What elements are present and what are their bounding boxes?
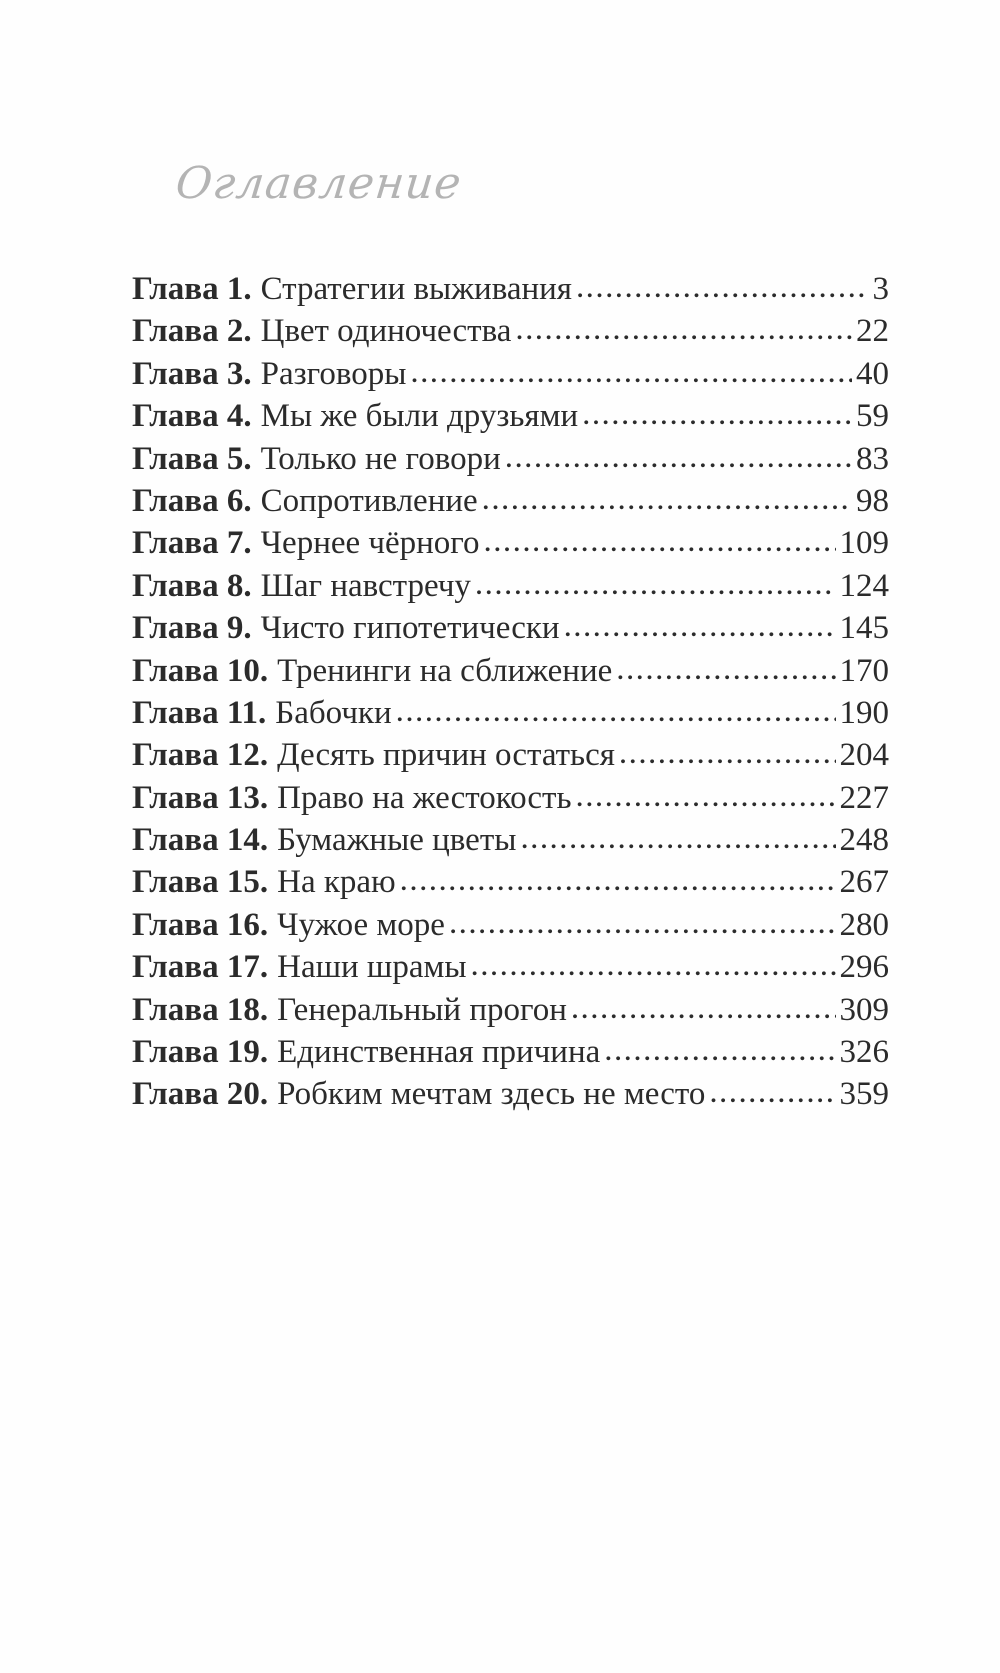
chapter-title: Стратегии выживания [260, 271, 572, 307]
dot-leader [400, 859, 836, 899]
toc-entry-8 [132, 565, 889, 607]
chapter-number: Глава 17. [132, 949, 269, 986]
page-number: 280 [839, 906, 889, 943]
chapter-number: Глава 3. [132, 355, 252, 392]
toc-entry-1 [132, 268, 889, 310]
chapter-title: Цвет одиночества [260, 313, 512, 350]
page-number: 22 [856, 313, 889, 350]
page-number: 3 [872, 271, 889, 307]
dot-leader [571, 987, 836, 1027]
dot-leader [616, 648, 835, 688]
page-number: 59 [856, 398, 889, 435]
page-number: 40 [856, 355, 889, 392]
page-number: 227 [839, 779, 889, 816]
page-number: 190 [839, 694, 889, 731]
chapter-number: Глава 12. [132, 737, 269, 774]
chapter-title: Чужое море [277, 906, 445, 943]
toc-entry-6 [132, 480, 889, 522]
dot-leader [576, 266, 869, 306]
toc-entry-14 [132, 819, 889, 861]
dot-leader [482, 478, 852, 518]
toc-entry-12 [132, 734, 889, 776]
dot-leader [564, 605, 836, 645]
page-number: 309 [839, 991, 889, 1028]
page-number: 267 [839, 864, 889, 901]
chapter-number: Глава 14. [132, 822, 269, 859]
chapter-title: Право на жестокость [277, 779, 572, 816]
toc-entry-9 [132, 607, 889, 649]
page-number: 124 [839, 567, 889, 604]
chapter-title: Разговоры [260, 355, 407, 392]
chapter-number: Глава 20. [132, 1076, 269, 1113]
dot-leader [515, 308, 852, 348]
chapter-number: Глава 19. [132, 1034, 269, 1071]
dot-leader [475, 563, 836, 603]
chapter-number: Глава 2. [132, 313, 252, 350]
dot-leader [709, 1071, 835, 1111]
dot-leader [449, 902, 836, 942]
toc-entry-15 [132, 861, 889, 903]
chapter-title: Наши шрамы [277, 949, 467, 986]
toc-entry-3 [132, 353, 889, 395]
toc-entry-2 [132, 310, 889, 352]
chapter-title: Шаг навстречу [260, 567, 471, 604]
chapter-title: Генеральный прогон [277, 991, 567, 1028]
toc-entry-20 [132, 1073, 889, 1115]
toc-entry-18 [132, 989, 889, 1031]
toc-entry-10 [132, 650, 889, 692]
chapter-number: Глава 15. [132, 864, 269, 901]
chapter-number: Глава 4. [132, 398, 252, 435]
dot-leader [484, 520, 836, 560]
dot-leader [604, 1029, 835, 1069]
page-number: 326 [839, 1034, 889, 1071]
page-number: 359 [839, 1076, 889, 1113]
chapter-title: Только не говори [260, 440, 501, 477]
toc-entry-17 [132, 946, 889, 988]
dot-leader [582, 393, 852, 433]
dot-leader [520, 817, 835, 857]
chapter-number: Глава 1. [132, 271, 252, 307]
chapter-title: Чернее чёрного [260, 525, 480, 562]
toc-entry-11 [132, 692, 889, 734]
dot-leader [396, 690, 836, 730]
page-number: 170 [839, 652, 889, 689]
chapter-title: Робким мечтам здесь не место [277, 1076, 706, 1113]
chapter-title: Тренинги на сближение [277, 652, 613, 689]
toc-entry-7 [132, 522, 889, 564]
chapter-number: Глава 6. [132, 482, 252, 519]
chapter-title: Десять причин остаться [277, 737, 615, 774]
page-number: 204 [839, 737, 889, 774]
page-number: 98 [856, 482, 889, 519]
chapter-number: Глава 8. [132, 567, 252, 604]
dot-leader [619, 732, 836, 772]
toc-entry-19 [132, 1031, 889, 1073]
chapter-title: Сопротивление [260, 482, 478, 519]
table-of-contents [132, 268, 889, 1116]
dot-leader [410, 351, 852, 391]
chapter-number: Глава 16. [132, 906, 269, 943]
toc-entry-13 [132, 777, 889, 819]
dot-leader [505, 436, 852, 476]
chapter-number: Глава 13. [132, 779, 269, 816]
chapter-number: Глава 11. [132, 694, 267, 731]
chapter-title: Мы же были друзьями [260, 398, 579, 435]
chapter-number: Глава 7. [132, 525, 252, 562]
page-number: 109 [839, 525, 889, 562]
chapter-title: Единственная причина [277, 1034, 601, 1071]
toc-entry-16 [132, 904, 889, 946]
dot-leader [471, 944, 836, 984]
toc-entry-4 [132, 395, 889, 437]
chapter-title: На краю [277, 864, 396, 901]
chapter-number: Глава 18. [132, 991, 269, 1028]
page-title: Оглавление [173, 158, 465, 209]
chapter-number: Глава 10. [132, 652, 269, 689]
chapter-number: Глава 5. [132, 440, 252, 477]
page-number: 145 [839, 610, 889, 647]
dot-leader [576, 775, 836, 815]
chapter-title: Бабочки [275, 694, 392, 731]
page-number: 248 [839, 822, 889, 859]
page-number: 83 [856, 440, 889, 477]
chapter-title: Чисто гипотетически [260, 610, 560, 647]
page-number: 296 [839, 949, 889, 986]
toc-entry-5 [132, 438, 889, 480]
chapter-title: Бумажные цветы [277, 822, 517, 859]
chapter-number: Глава 9. [132, 610, 252, 647]
